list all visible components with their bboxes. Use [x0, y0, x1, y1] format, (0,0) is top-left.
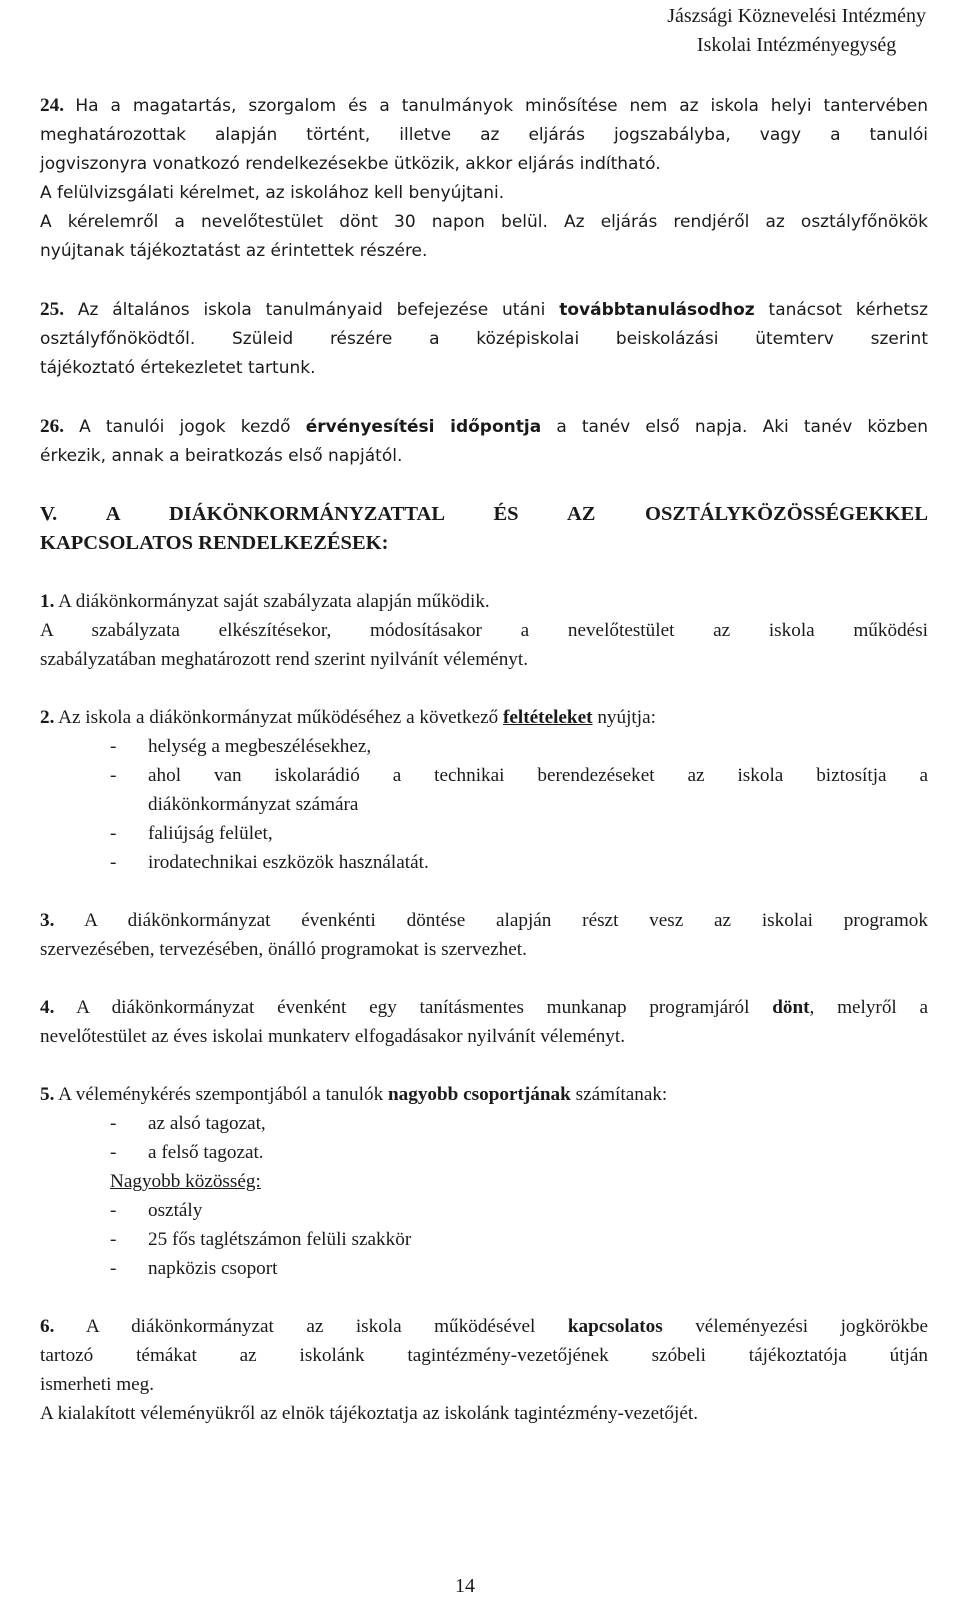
paragraph-24: [40, 91, 928, 266]
dash-marker: -: [110, 852, 117, 873]
list-text: az alsó tagozat,: [148, 1113, 266, 1134]
text-line: nyújtja:: [597, 707, 656, 728]
section-item-4: [40, 993, 928, 1051]
heading-line: KAPCSOLATOS RENDELKEZÉSEK:: [40, 532, 389, 554]
section-item-3: [40, 906, 928, 964]
text-line: A diákönkormányzat az iskola működésével: [85, 1316, 536, 1337]
paragraph-number: 24.: [40, 95, 64, 116]
list-text: 25 fős taglétszámon felüli szakkör: [148, 1229, 412, 1250]
dash-marker: -: [110, 765, 117, 786]
paragraph-number: 26.: [40, 416, 64, 437]
list-text: faliújság felület,: [148, 823, 273, 844]
bold-text: dönt: [772, 997, 810, 1018]
text-line: tartozó témákat az iskolánk tagintézmény-vezetőjének szóbeli tájékoztatója útján: [40, 1345, 928, 1366]
list-item: [40, 732, 928, 761]
text-line: meghatározottak alapján történt, illetve az eljárás jogszabályba, vagy a tanulói: [40, 125, 928, 145]
page-number: 14: [455, 1575, 475, 1597]
text-line: A tanulói jogok kezdő: [79, 417, 291, 437]
list-text: ahol van iskolarádió a technikai berendezéseket az iskola biztosítja a: [148, 765, 928, 786]
item-number: 1.: [40, 591, 55, 612]
list-item: [40, 819, 928, 848]
list-item: [40, 1254, 928, 1283]
item-number: 2.: [40, 707, 55, 728]
dash-marker: -: [110, 1142, 117, 1163]
list-item: [40, 761, 928, 790]
text-line: A felülvizsgálati kérelmet, az iskolához kell benyújtani.: [40, 183, 505, 203]
list-item-continuation: [40, 790, 928, 819]
item-number: 5.: [40, 1084, 55, 1105]
text-line: tájékoztató értekezletet tartunk.: [40, 358, 316, 378]
section-heading: [40, 500, 928, 558]
list-item: [40, 1196, 928, 1225]
text-line: ismerheti meg.: [40, 1374, 155, 1395]
text-line: A diákönkormányzat évenkénti döntése alapján részt vesz az iskolai programok: [84, 910, 928, 931]
list-item: [40, 1138, 928, 1167]
list-item: [40, 1225, 928, 1254]
text-line: tanácsot kérhetsz: [768, 300, 928, 320]
text-line: jogviszonyra vonatkozó rendelkezésekbe ütközik, akkor eljárás indítható.: [40, 154, 661, 174]
document-body: [40, 91, 928, 1428]
text-line: osztályfőnöködtől.: [40, 329, 196, 349]
text-line: A szabályzata elkészítésekor, módosításakor a nevelőtestület az iskola működési: [40, 620, 928, 641]
bold-text: továbbtanulásodhoz: [559, 300, 755, 320]
text-line: Az iskola a diákönkormányzat működéséhez a következő: [58, 707, 499, 728]
item-number: 6.: [40, 1316, 55, 1337]
text-line: , melyről a: [809, 997, 928, 1018]
paragraph-25: [40, 295, 928, 383]
text-line: nyújtanak tájékoztatást az érintettek részére.: [40, 241, 428, 261]
bold-text: feltételeket: [503, 707, 593, 728]
dash-marker: -: [110, 823, 117, 844]
dash-marker: -: [110, 1229, 117, 1250]
text-line: véleményezési jogkörökbe: [695, 1316, 928, 1337]
dash-marker: -: [110, 1200, 117, 1221]
header-unit: Iskolai Intézményegység: [696, 34, 897, 56]
list-text: irodatechnikai eszközök használatát.: [148, 852, 429, 873]
dash-marker: -: [110, 1258, 117, 1279]
item-number: 4.: [40, 997, 55, 1018]
section-item-1: [40, 587, 928, 674]
list-text: diákönkormányzat számára: [148, 794, 359, 815]
list-item: [40, 1109, 928, 1138]
text-line: Az eljárás rendjéről az osztályfőnökök: [564, 212, 929, 232]
paragraph-number: 25.: [40, 299, 64, 320]
header-institution: Jászsági Köznevelési Intézmény: [667, 5, 926, 27]
section-item-2: [40, 703, 928, 877]
text-line: A kialakított véleményükről az elnök tájékoztatja az iskolánk tagintézmény-vezetőjét.: [40, 1403, 698, 1424]
list-item: [40, 848, 928, 877]
section-item-6: [40, 1312, 928, 1428]
subheading: Nagyobb közösség:: [110, 1171, 261, 1192]
text-line: szabályzatában meghatározott rend szerint nyilvánít véleményt.: [40, 649, 529, 670]
text-line: A diákönkormányzat saját szabályzata alapján működik.: [58, 591, 490, 612]
list-text: helység a megbeszélésekhez,: [148, 736, 372, 757]
list-text: napközis csoport: [148, 1258, 278, 1279]
text-line: érkezik, annak a beiratkozás első napjától.: [40, 446, 403, 466]
text-line: Ha a magatartás, szorgalom és a tanulmányok minősítése nem az iskola helyi tantervében: [75, 96, 928, 116]
text-line: A diákönkormányzat évenként egy tanításmentes munkanap programjáról: [76, 997, 750, 1018]
bold-text: kapcsolatos: [567, 1316, 663, 1337]
text-line: a tanév első napja. Aki tanév közben: [556, 417, 928, 437]
text-line: A véleménykérés szempontjából a tanulók: [58, 1084, 384, 1105]
paragraph-26: [40, 412, 928, 471]
dash-marker: -: [110, 736, 117, 757]
list-text: a felső tagozat.: [148, 1142, 264, 1163]
bold-text: érvényesítési időpontja: [305, 417, 542, 437]
dash-marker: -: [110, 1113, 117, 1134]
text-line: szervezésében, tervezésében, önálló programokat is szervezhet.: [40, 939, 527, 960]
list-text: osztály: [148, 1200, 203, 1221]
text-line: számítanak:: [575, 1084, 668, 1105]
text-line: Az általános iskola tanulmányaid befejezése utáni: [77, 300, 546, 320]
bold-text: nagyobb csoportjának: [387, 1084, 571, 1105]
text-line: nevelőtestület az éves iskolai munkaterv elfogadásakor nyilvánít véleményt.: [40, 1026, 626, 1047]
heading-line: V. A DIÁKÖNKORMÁNYZATTAL ÉS AZ OSZTÁLYKÖZÖSSÉGEKKEL: [40, 503, 928, 525]
item-number: 3.: [40, 910, 55, 931]
text-line: Szüleid részére a középiskolai beiskolázási ütemterv szerint: [232, 329, 928, 349]
page-header: [667, 2, 926, 60]
section-item-5: [40, 1080, 928, 1283]
text-line: A kérelemről a nevelőtestület dönt 30 napon belül.: [40, 212, 548, 232]
